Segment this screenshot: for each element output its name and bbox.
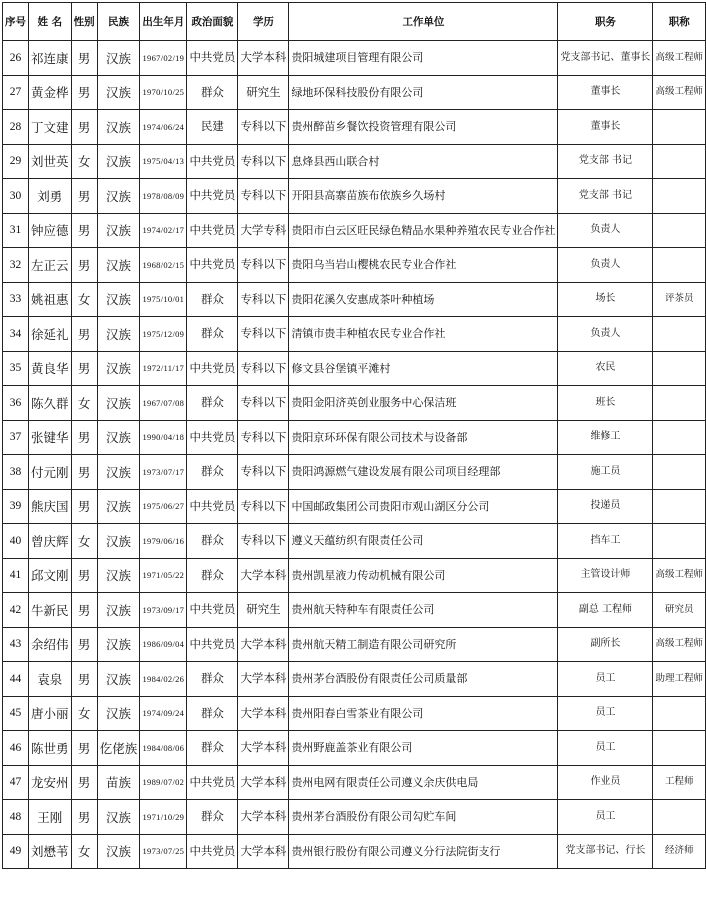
- cell-ethnicity: 汉族: [97, 627, 140, 662]
- cell-ethnicity: 汉族: [97, 213, 140, 248]
- cell-political: 中共党员: [187, 765, 238, 800]
- cell-position: 班长: [558, 386, 653, 421]
- cell-name: 黄金桦: [29, 75, 72, 110]
- cell-title: 助理工程师: [653, 662, 706, 697]
- table-row: [3, 731, 706, 766]
- cell-position: 场长: [558, 282, 653, 317]
- cell-sex: 男: [71, 75, 97, 110]
- cell-education: 大学本科: [238, 41, 289, 76]
- cell-birth: 1974/02/17: [140, 213, 187, 248]
- cell-no: 43: [3, 627, 29, 662]
- cell-political: 中共党员: [187, 627, 238, 662]
- cell-title: 评茶员: [653, 282, 706, 317]
- header-birth: 出生年月: [140, 3, 187, 41]
- cell-no: 46: [3, 731, 29, 766]
- cell-position: 农民: [558, 351, 653, 386]
- cell-ethnicity: 汉族: [97, 317, 140, 352]
- table-row: [3, 386, 706, 421]
- cell-ethnicity: 汉族: [97, 489, 140, 524]
- cell-education: 大学本科: [238, 800, 289, 835]
- table-row: [3, 455, 706, 490]
- cell-ethnicity: 汉族: [97, 75, 140, 110]
- cell-no: 32: [3, 248, 29, 283]
- cell-education: 专科以下: [238, 489, 289, 524]
- cell-political: 中共党员: [187, 213, 238, 248]
- cell-birth: 1984/02/26: [140, 662, 187, 697]
- cell-title: [653, 731, 706, 766]
- cell-title: [653, 144, 706, 179]
- cell-political: 群众: [187, 558, 238, 593]
- cell-sex: 男: [71, 731, 97, 766]
- cell-ethnicity: 汉族: [97, 593, 140, 628]
- cell-political: 群众: [187, 800, 238, 835]
- cell-unit: 修文县谷堡镇平滩村: [289, 351, 558, 386]
- cell-unit: 贵州阳春白雪茶业有限公司: [289, 696, 558, 731]
- cell-title: [653, 524, 706, 559]
- cell-position: 党支部书记、董事长: [558, 41, 653, 76]
- cell-title: [653, 489, 706, 524]
- cell-name: 陈世勇: [29, 731, 72, 766]
- cell-education: 专科以下: [238, 179, 289, 214]
- cell-sex: 男: [71, 110, 97, 145]
- cell-name: 袁泉: [29, 662, 72, 697]
- cell-title: 高级工程师: [653, 558, 706, 593]
- cell-birth: 1986/09/04: [140, 627, 187, 662]
- cell-name: 邱文刚: [29, 558, 72, 593]
- cell-ethnicity: 汉族: [97, 351, 140, 386]
- cell-ethnicity: 汉族: [97, 558, 140, 593]
- cell-education: 大学专科: [238, 213, 289, 248]
- cell-birth: 1975/10/01: [140, 282, 187, 317]
- cell-ethnicity: 汉族: [97, 41, 140, 76]
- table-body: [3, 41, 706, 869]
- cell-title: [653, 351, 706, 386]
- table-row: [3, 179, 706, 214]
- table-row: [3, 765, 706, 800]
- cell-no: 27: [3, 75, 29, 110]
- header-name: 姓 名: [29, 3, 72, 41]
- table-row: [3, 593, 706, 628]
- cell-name: 张键华: [29, 420, 72, 455]
- cell-sex: 男: [71, 455, 97, 490]
- header-title: 职称: [653, 3, 706, 41]
- cell-education: 大学本科: [238, 731, 289, 766]
- cell-no: 49: [3, 834, 29, 869]
- cell-education: 专科以下: [238, 455, 289, 490]
- cell-political: 中共党员: [187, 41, 238, 76]
- cell-political: 中共党员: [187, 420, 238, 455]
- cell-title: [653, 179, 706, 214]
- cell-political: 中共党员: [187, 593, 238, 628]
- cell-unit: 息烽县西山联合村: [289, 144, 558, 179]
- cell-education: 大学本科: [238, 627, 289, 662]
- cell-political: 中共党员: [187, 834, 238, 869]
- cell-political: 群众: [187, 731, 238, 766]
- cell-name: 刘世英: [29, 144, 72, 179]
- cell-sex: 女: [71, 386, 97, 421]
- cell-sex: 男: [71, 213, 97, 248]
- cell-political: 群众: [187, 524, 238, 559]
- table-row: [3, 144, 706, 179]
- cell-unit: 贵州野鹿盖茶业有限公司: [289, 731, 558, 766]
- cell-unit: 绿地环保科技股份有限公司: [289, 75, 558, 110]
- cell-title: [653, 110, 706, 145]
- cell-political: 中共党员: [187, 351, 238, 386]
- cell-name: 王刚: [29, 800, 72, 835]
- table-row: [3, 110, 706, 145]
- cell-political: 群众: [187, 75, 238, 110]
- header-unit: 工作单位: [289, 3, 558, 41]
- cell-position: 党支部 书记: [558, 144, 653, 179]
- cell-unit: 清镇市贵丰种植农民专业合作社: [289, 317, 558, 352]
- cell-ethnicity: 苗族: [97, 765, 140, 800]
- cell-title: [653, 386, 706, 421]
- cell-no: 36: [3, 386, 29, 421]
- cell-position: 挡车工: [558, 524, 653, 559]
- table-row: [3, 75, 706, 110]
- cell-name: 牛新民: [29, 593, 72, 628]
- cell-unit: 贵阳城建项目管理有限公司: [289, 41, 558, 76]
- cell-name: 余绍伟: [29, 627, 72, 662]
- table-row: [3, 213, 706, 248]
- cell-no: 30: [3, 179, 29, 214]
- cell-sex: 男: [71, 420, 97, 455]
- cell-education: 大学本科: [238, 662, 289, 697]
- cell-political: 群众: [187, 386, 238, 421]
- cell-no: 42: [3, 593, 29, 628]
- cell-position: 员工: [558, 731, 653, 766]
- cell-birth: 1975/04/13: [140, 144, 187, 179]
- header-position: 职务: [558, 3, 653, 41]
- cell-sex: 男: [71, 317, 97, 352]
- cell-no: 41: [3, 558, 29, 593]
- cell-title: [653, 317, 706, 352]
- table-row: [3, 317, 706, 352]
- cell-ethnicity: 汉族: [97, 800, 140, 835]
- cell-political: 中共党员: [187, 179, 238, 214]
- cell-unit: 贵州凯星液力传动机械有限公司: [289, 558, 558, 593]
- cell-birth: 1984/08/06: [140, 731, 187, 766]
- cell-sex: 男: [71, 765, 97, 800]
- table-row: [3, 558, 706, 593]
- cell-title: [653, 420, 706, 455]
- cell-name: 丁文建: [29, 110, 72, 145]
- cell-birth: 1974/06/24: [140, 110, 187, 145]
- cell-no: 40: [3, 524, 29, 559]
- table-row: [3, 627, 706, 662]
- cell-no: 35: [3, 351, 29, 386]
- cell-unit: 贵州醉苗乡餐饮投资管理有限公司: [289, 110, 558, 145]
- table-row: [3, 834, 706, 869]
- header-ethnicity: 民族: [97, 3, 140, 41]
- table-row: [3, 248, 706, 283]
- table-row: [3, 662, 706, 697]
- cell-no: 48: [3, 800, 29, 835]
- cell-education: 大学本科: [238, 834, 289, 869]
- cell-education: 专科以下: [238, 351, 289, 386]
- cell-name: 陈久群: [29, 386, 72, 421]
- cell-title: 工程师: [653, 765, 706, 800]
- cell-no: 34: [3, 317, 29, 352]
- cell-unit: 贵阳市白云区旺民绿色精品水果种养殖农民专业合作社: [289, 213, 558, 248]
- cell-birth: 1989/07/02: [140, 765, 187, 800]
- cell-birth: 1990/04/18: [140, 420, 187, 455]
- cell-birth: 1971/05/22: [140, 558, 187, 593]
- cell-sex: 男: [71, 179, 97, 214]
- cell-unit: 贵州茅台酒股份有限公司勾贮车间: [289, 800, 558, 835]
- cell-sex: 女: [71, 524, 97, 559]
- cell-sex: 男: [71, 800, 97, 835]
- cell-unit: 遵义天蕴纺织有限责任公司: [289, 524, 558, 559]
- cell-sex: 男: [71, 627, 97, 662]
- cell-political: 中共党员: [187, 248, 238, 283]
- cell-sex: 女: [71, 282, 97, 317]
- cell-birth: 1975/06/27: [140, 489, 187, 524]
- cell-no: 37: [3, 420, 29, 455]
- cell-education: 研究生: [238, 75, 289, 110]
- header-political: 政治面貌: [187, 3, 238, 41]
- cell-position: 副所长: [558, 627, 653, 662]
- header-no: 序号: [3, 3, 29, 41]
- cell-name: 钟应德: [29, 213, 72, 248]
- cell-title: [653, 213, 706, 248]
- cell-unit: 贵阳金阳济英创业服务中心保洁班: [289, 386, 558, 421]
- cell-no: 26: [3, 41, 29, 76]
- cell-education: 大学本科: [238, 765, 289, 800]
- cell-title: 高级工程师: [653, 627, 706, 662]
- cell-ethnicity: 汉族: [97, 420, 140, 455]
- cell-sex: 女: [71, 696, 97, 731]
- cell-birth: 1967/02/19: [140, 41, 187, 76]
- cell-education: 研究生: [238, 593, 289, 628]
- cell-no: 33: [3, 282, 29, 317]
- cell-name: 徐延礼: [29, 317, 72, 352]
- cell-no: 31: [3, 213, 29, 248]
- cell-birth: 1973/07/17: [140, 455, 187, 490]
- cell-position: 党支部书记、行长: [558, 834, 653, 869]
- cell-education: 大学本科: [238, 696, 289, 731]
- cell-birth: 1973/09/17: [140, 593, 187, 628]
- table-row: [3, 489, 706, 524]
- cell-education: 大学本科: [238, 558, 289, 593]
- cell-unit: 贵州航天精工制造有限公司研究所: [289, 627, 558, 662]
- cell-title: 高级工程师: [653, 41, 706, 76]
- cell-unit: 贵阳鸿源燃气建设发展有限公司项目经理部: [289, 455, 558, 490]
- cell-political: 群众: [187, 317, 238, 352]
- cell-position: 员工: [558, 696, 653, 731]
- cell-ethnicity: 汉族: [97, 179, 140, 214]
- cell-sex: 男: [71, 593, 97, 628]
- cell-political: 群众: [187, 455, 238, 490]
- cell-position: 员工: [558, 800, 653, 835]
- cell-name: 付元刚: [29, 455, 72, 490]
- cell-birth: 1979/06/16: [140, 524, 187, 559]
- cell-education: 专科以下: [238, 282, 289, 317]
- cell-political: 中共党员: [187, 144, 238, 179]
- cell-political: 群众: [187, 662, 238, 697]
- cell-position: 投递员: [558, 489, 653, 524]
- cell-no: 28: [3, 110, 29, 145]
- cell-sex: 男: [71, 662, 97, 697]
- cell-education: 专科以下: [238, 420, 289, 455]
- cell-title: [653, 800, 706, 835]
- cell-unit: 贵州航天特种车有限责任公司: [289, 593, 558, 628]
- cell-sex: 男: [71, 351, 97, 386]
- cell-unit: 贵州银行股份有限公司遵义分行法院街支行: [289, 834, 558, 869]
- staff-table: [2, 2, 706, 869]
- cell-title: 研究员: [653, 593, 706, 628]
- cell-unit: 贵州茅台酒股份有限责任公司质量部: [289, 662, 558, 697]
- cell-ethnicity: 汉族: [97, 662, 140, 697]
- cell-name: 唐小丽: [29, 696, 72, 731]
- cell-political: 群众: [187, 696, 238, 731]
- cell-education: 专科以下: [238, 144, 289, 179]
- cell-position: 施工员: [558, 455, 653, 490]
- cell-name: 姚祖惠: [29, 282, 72, 317]
- cell-ethnicity: 汉族: [97, 455, 140, 490]
- table-row: [3, 524, 706, 559]
- cell-ethnicity: 汉族: [97, 834, 140, 869]
- cell-title: [653, 455, 706, 490]
- cell-position: 维修工: [558, 420, 653, 455]
- cell-birth: 1975/12/09: [140, 317, 187, 352]
- cell-sex: 女: [71, 144, 97, 179]
- cell-sex: 女: [71, 834, 97, 869]
- cell-political: 民建: [187, 110, 238, 145]
- cell-position: 主管设计师: [558, 558, 653, 593]
- cell-ethnicity: 汉族: [97, 386, 140, 421]
- cell-no: 39: [3, 489, 29, 524]
- cell-position: 负责人: [558, 317, 653, 352]
- cell-position: 董事长: [558, 110, 653, 145]
- cell-unit: 贵州电网有限责任公司遵义余庆供电局: [289, 765, 558, 800]
- cell-name: 龙安州: [29, 765, 72, 800]
- table-row: [3, 282, 706, 317]
- cell-birth: 1968/02/15: [140, 248, 187, 283]
- cell-position: 作业员: [558, 765, 653, 800]
- table-row: [3, 351, 706, 386]
- cell-unit: 开阳县高寨苗族布依族乡久场村: [289, 179, 558, 214]
- cell-position: 党支部 书记: [558, 179, 653, 214]
- table-row: [3, 420, 706, 455]
- cell-sex: 男: [71, 489, 97, 524]
- cell-birth: 1970/10/25: [140, 75, 187, 110]
- cell-birth: 1971/10/29: [140, 800, 187, 835]
- cell-unit: 贵阳乌当岩山樱桃农民专业合作社: [289, 248, 558, 283]
- cell-education: 专科以下: [238, 386, 289, 421]
- cell-birth: 1972/11/17: [140, 351, 187, 386]
- cell-birth: 1973/07/25: [140, 834, 187, 869]
- cell-sex: 男: [71, 41, 97, 76]
- header-row: [3, 3, 706, 41]
- cell-unit: 贵阳花溪久安惠成茶叶种植场: [289, 282, 558, 317]
- cell-name: 刘勇: [29, 179, 72, 214]
- cell-title: [653, 248, 706, 283]
- cell-title: 经济师: [653, 834, 706, 869]
- table-row: [3, 41, 706, 76]
- cell-position: 副总 工程师: [558, 593, 653, 628]
- cell-birth: 1974/09/24: [140, 696, 187, 731]
- cell-name: 祁连康: [29, 41, 72, 76]
- cell-unit: 贵阳京环环保有限公司技术与设备部: [289, 420, 558, 455]
- cell-sex: 男: [71, 248, 97, 283]
- cell-no: 45: [3, 696, 29, 731]
- cell-education: 专科以下: [238, 110, 289, 145]
- table-row: [3, 696, 706, 731]
- cell-title: 高级工程师: [653, 75, 706, 110]
- cell-name: 刘懋苇: [29, 834, 72, 869]
- cell-title: [653, 696, 706, 731]
- header-sex: 性别: [71, 3, 97, 41]
- table-header: [3, 3, 706, 41]
- cell-ethnicity: 汉族: [97, 248, 140, 283]
- header-education: 学历: [238, 3, 289, 41]
- cell-position: 负责人: [558, 213, 653, 248]
- cell-political: 中共党员: [187, 489, 238, 524]
- cell-no: 47: [3, 765, 29, 800]
- table-row: [3, 800, 706, 835]
- cell-no: 38: [3, 455, 29, 490]
- cell-education: 专科以下: [238, 524, 289, 559]
- cell-position: 员工: [558, 662, 653, 697]
- cell-ethnicity: 汉族: [97, 696, 140, 731]
- cell-name: 熊庆国: [29, 489, 72, 524]
- cell-birth: 1967/07/08: [140, 386, 187, 421]
- cell-no: 44: [3, 662, 29, 697]
- cell-position: 负责人: [558, 248, 653, 283]
- cell-unit: 中国邮政集团公司贵阳市观山湖区分公司: [289, 489, 558, 524]
- cell-education: 专科以下: [238, 248, 289, 283]
- cell-ethnicity: 汉族: [97, 110, 140, 145]
- cell-no: 29: [3, 144, 29, 179]
- cell-ethnicity: 汉族: [97, 144, 140, 179]
- cell-name: 左正云: [29, 248, 72, 283]
- cell-ethnicity: 汉族: [97, 524, 140, 559]
- cell-position: 董事长: [558, 75, 653, 110]
- cell-education: 专科以下: [238, 317, 289, 352]
- cell-birth: 1978/08/09: [140, 179, 187, 214]
- cell-sex: 男: [71, 558, 97, 593]
- cell-name: 黄良华: [29, 351, 72, 386]
- cell-ethnicity: 汉族: [97, 282, 140, 317]
- cell-ethnicity: 仡佬族: [97, 731, 140, 766]
- cell-political: 群众: [187, 282, 238, 317]
- cell-name: 曾庆辉: [29, 524, 72, 559]
